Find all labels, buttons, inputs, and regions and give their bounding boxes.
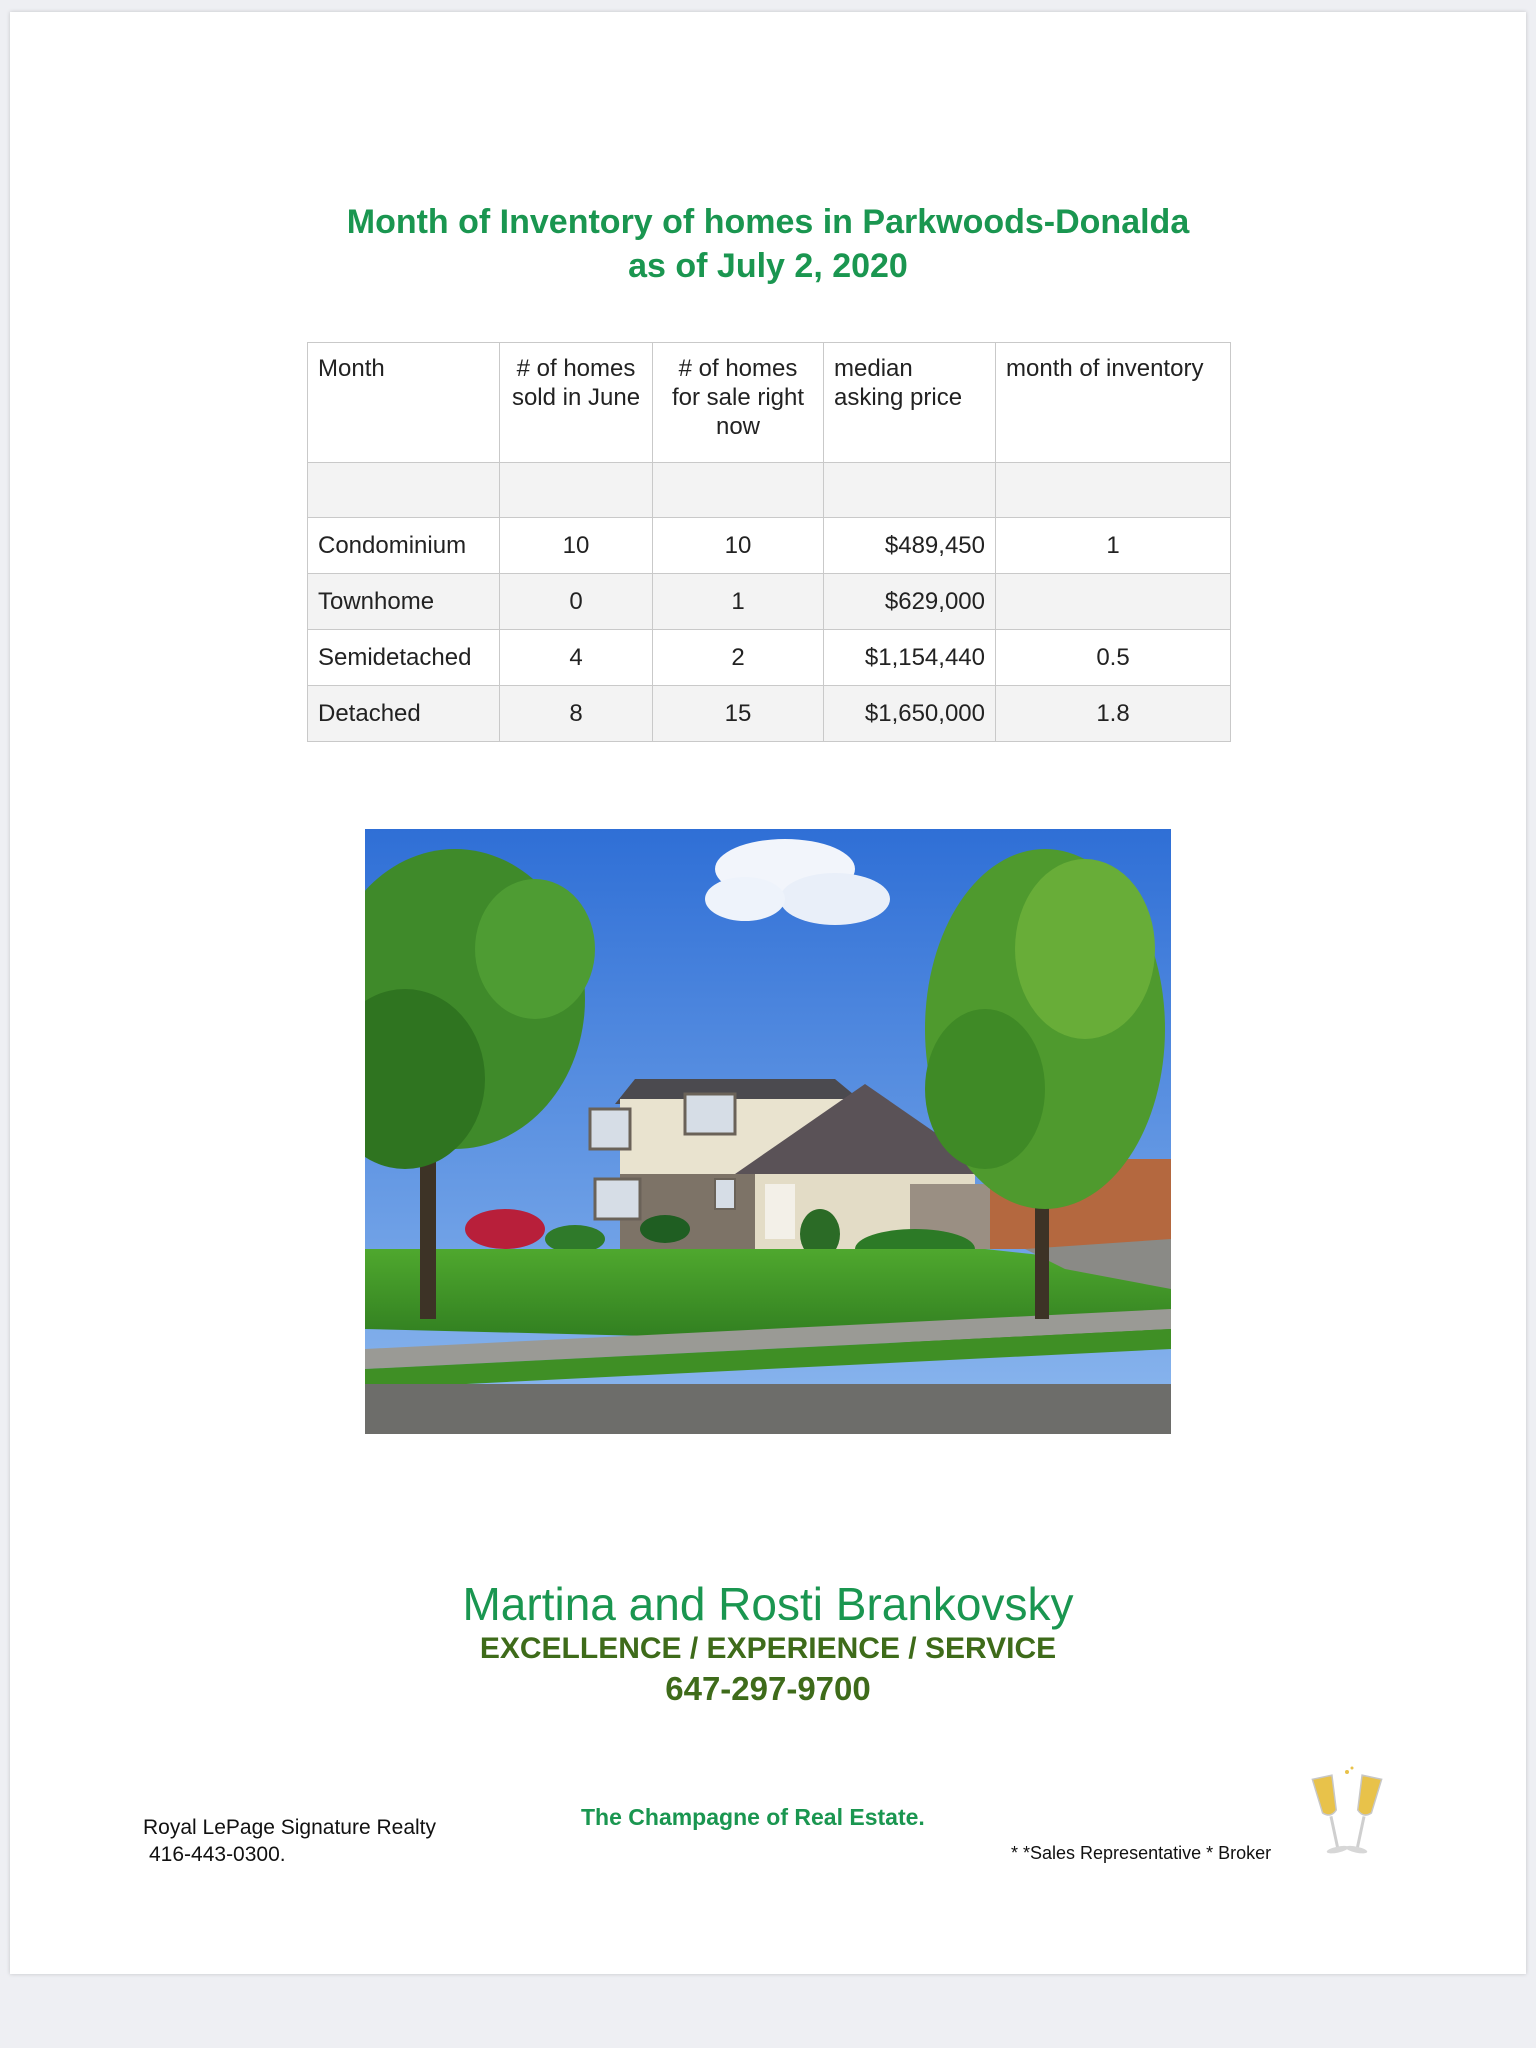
- table-row: [308, 686, 1231, 742]
- table-row: [308, 518, 1231, 574]
- price-cell: $629,000: [824, 574, 996, 630]
- table-row: [308, 630, 1231, 686]
- sold-cell: 8: [500, 686, 653, 742]
- for-sale-cell: 15: [653, 686, 824, 742]
- agent-name: Martina and Rosti Brankovsky: [462, 1578, 1074, 1630]
- column-header: median asking price: [824, 343, 996, 463]
- champagne-glasses-icon: [1310, 1766, 1385, 1862]
- inventory-cell: 1: [996, 518, 1231, 574]
- home-type-cell: Detached: [308, 686, 500, 742]
- table-cell: [308, 463, 500, 518]
- brokerage-name: Royal LePage Signature Realty: [143, 1816, 437, 1839]
- sold-cell: 4: [500, 630, 653, 686]
- price-cell: $489,450: [824, 518, 996, 574]
- agent-roles: * *Sales Representative * Broker: [1011, 1843, 1272, 1863]
- sold-cell: 0: [500, 574, 653, 630]
- column-header: month of inventory: [996, 343, 1231, 463]
- for-sale-cell: 10: [653, 518, 824, 574]
- inventory-cell: 1.8: [996, 686, 1231, 742]
- column-header: # of homes for sale right now: [653, 343, 824, 463]
- home-type-cell: Townhome: [308, 574, 500, 630]
- table-header-row: [308, 343, 1231, 463]
- home-type-cell: Condominium: [308, 518, 500, 574]
- price-cell: $1,154,440: [824, 630, 996, 686]
- house-photo: [365, 829, 1171, 1434]
- column-header: # of homes sold in June: [500, 343, 653, 463]
- for-sale-cell: 2: [653, 630, 824, 686]
- table-row: [308, 574, 1231, 630]
- table-cell: [996, 463, 1231, 518]
- title-line-2: as of July 2, 2020: [628, 247, 908, 285]
- table-cell: [824, 463, 996, 518]
- inventory-cell: 0.5: [996, 630, 1231, 686]
- brokerage-info: [143, 1814, 436, 1868]
- table-cell: [500, 463, 653, 518]
- for-sale-cell: 1: [653, 574, 824, 630]
- table-blank-row: [308, 463, 1231, 518]
- brokerage-phone: 416-443-0300.: [149, 1843, 286, 1866]
- table-cell: [653, 463, 824, 518]
- price-cell: $1,650,000: [824, 686, 996, 742]
- column-header: Month: [308, 343, 500, 463]
- agent-motto: EXCELLENCE / EXPERIENCE / SERVICE: [479, 1632, 1057, 1665]
- inventory-table: [307, 342, 1231, 742]
- page-title: [0, 200, 1536, 288]
- home-type-cell: Semidetached: [308, 630, 500, 686]
- tagline: The Champagne of Real Estate.: [581, 1804, 925, 1830]
- title-line-1: Month of Inventory of homes in Parkwoods-Donalda: [346, 203, 1190, 241]
- sold-cell: 10: [500, 518, 653, 574]
- agent-phone: 647-297-9700: [665, 1670, 871, 1707]
- inventory-cell: [996, 574, 1231, 630]
